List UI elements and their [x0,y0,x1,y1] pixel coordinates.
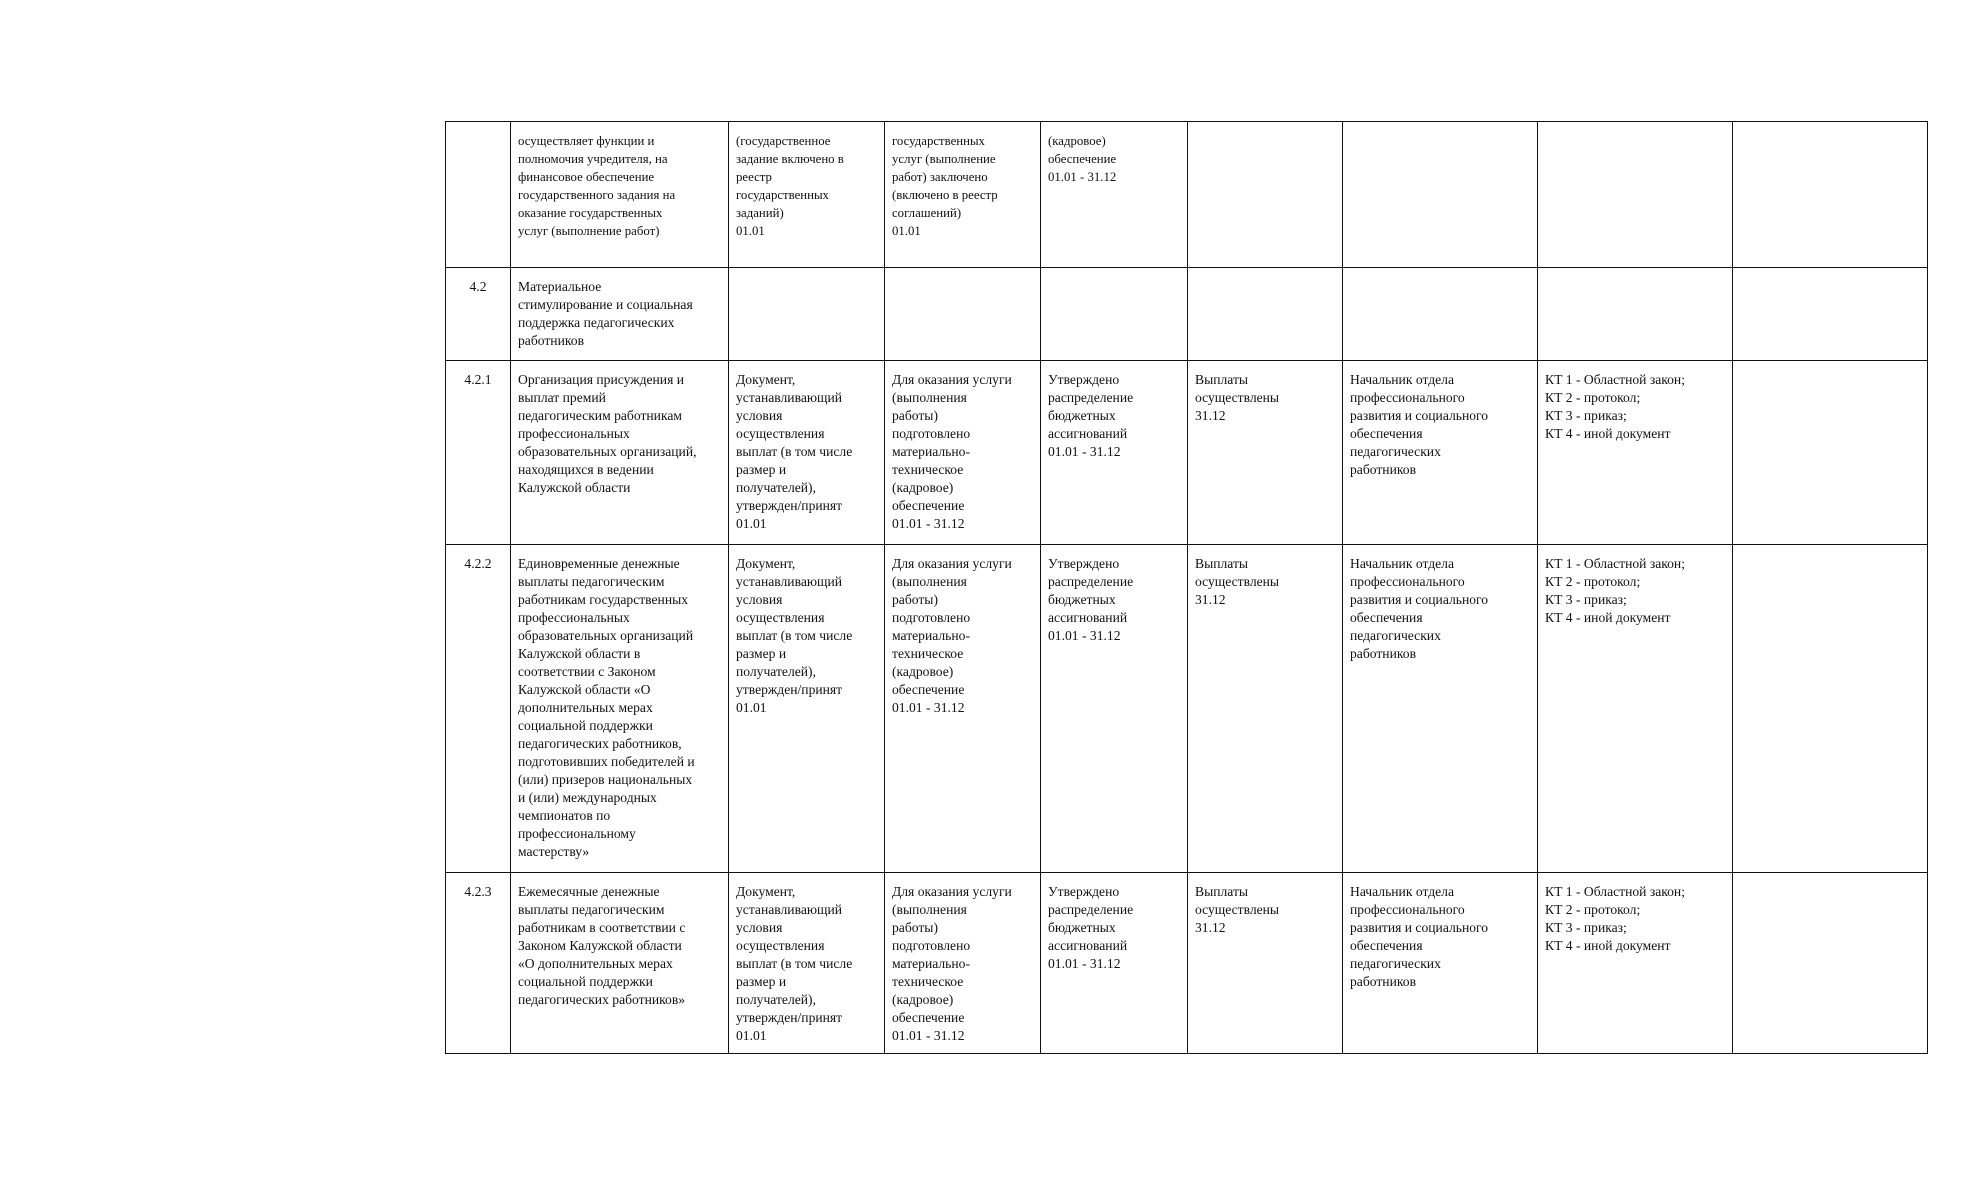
responsible-cell: Начальник отдела профессионального развития и социального обеспечения педагогических работников [1343,361,1538,545]
activity-name-cell: осуществляет функции и полномочия учредителя, на финансовое обеспечение государственного задания на оказание государственных услуг (выполнение работ) [511,122,729,268]
plan-table [445,121,1928,1054]
result-cell: Документ, устанавливающий условия осуществления выплат (в том числе размер и получателей), утвержден/принят 01.01 [729,545,885,873]
table-row [446,873,1928,1054]
result-cell [729,268,885,361]
control-point-cell: (кадровое) обеспечение 01.01 - 31.12 [1041,122,1188,268]
responsible-cell: Начальник отдела профессионального развития и социального обеспечения педагогических работников [1343,873,1538,1054]
payment-cell [1188,268,1343,361]
table-row [446,545,1928,873]
table-row [446,122,1928,268]
result-cell: Документ, устанавливающий условия осуществления выплат (в том числе размер и получателей), утвержден/принят 01.01 [729,361,885,545]
document-type-cell: КТ 1 - Областной закон; КТ 2 - протокол; КТ 3 - приказ; КТ 4 - иной документ [1538,361,1733,545]
extra-cell [1733,873,1928,1054]
event-cell [885,268,1041,361]
row-number-cell: 4.2 [446,268,511,361]
activity-name-cell: Ежемесячные денежные выплаты педагогическим работникам в соответствии с Законом Калужской области «О дополнительных мерах социальной поддержки педагогических работников» [511,873,729,1054]
payment-cell: Выплаты осуществлены 31.12 [1188,361,1343,545]
document-type-cell: КТ 1 - Областной закон; КТ 2 - протокол; КТ 3 - приказ; КТ 4 - иной документ [1538,873,1733,1054]
event-cell: Для оказания услуги (выполнения работы) подготовлено материально- техническое (кадровое) обеспечение 01.01 - 31.12 [885,361,1041,545]
extra-cell [1733,268,1928,361]
row-number-cell [446,122,511,268]
payment-cell: Выплаты осуществлены 31.12 [1188,873,1343,1054]
document-type-cell [1538,122,1733,268]
payment-cell: Выплаты осуществлены 31.12 [1188,545,1343,873]
control-point-cell: Утверждено распределение бюджетных ассигнований 01.01 - 31.12 [1041,545,1188,873]
event-cell: государственных услуг (выполнение работ) заключено (включено в реестр соглашений) 01.01 [885,122,1041,268]
activity-name-cell: Материальное стимулирование и социальная поддержка педагогических работников [511,268,729,361]
activity-name-cell: Организация присуждения и выплат премий педагогическим работникам профессиональных образовательных организаций, находящихся в ведении Калужской области [511,361,729,545]
row-number-cell: 4.2.3 [446,873,511,1054]
control-point-cell: Утверждено распределение бюджетных ассигнований 01.01 - 31.12 [1041,361,1188,545]
document-type-cell [1538,268,1733,361]
row-number-cell: 4.2.2 [446,545,511,873]
responsible-cell [1343,122,1538,268]
extra-cell [1733,545,1928,873]
result-cell: Документ, устанавливающий условия осуществления выплат (в том числе размер и получателей), утвержден/принят 01.01 [729,873,885,1054]
payment-cell [1188,122,1343,268]
responsible-cell: Начальник отдела профессионального развития и социального обеспечения педагогических работников [1343,545,1538,873]
extra-cell [1733,361,1928,545]
event-cell: Для оказания услуги (выполнения работы) подготовлено материально- техническое (кадровое) обеспечение 01.01 - 31.12 [885,545,1041,873]
control-point-cell: Утверждено распределение бюджетных ассигнований 01.01 - 31.12 [1041,873,1188,1054]
document-type-cell: КТ 1 - Областной закон; КТ 2 - протокол; КТ 3 - приказ; КТ 4 - иной документ [1538,545,1733,873]
activity-name-cell: Единовременные денежные выплаты педагогическим работникам государственных профессиональных образовательных организаций Калужской области в соответствии с Законом Калужской области «О дополнительных мерах социальной поддержки педагогических работников, подготовивших победителей и (или) призеров национальных и (или) международных чемпионатов по профессиональному мастерству» [511,545,729,873]
control-point-cell [1041,268,1188,361]
row-number-cell: 4.2.1 [446,361,511,545]
result-cell: (государственное задание включено в реестр государственных заданий) 01.01 [729,122,885,268]
table-row [446,268,1928,361]
table-row [446,361,1928,545]
event-cell: Для оказания услуги (выполнения работы) подготовлено материально- техническое (кадровое) обеспечение 01.01 - 31.12 [885,873,1041,1054]
responsible-cell [1343,268,1538,361]
extra-cell [1733,122,1928,268]
